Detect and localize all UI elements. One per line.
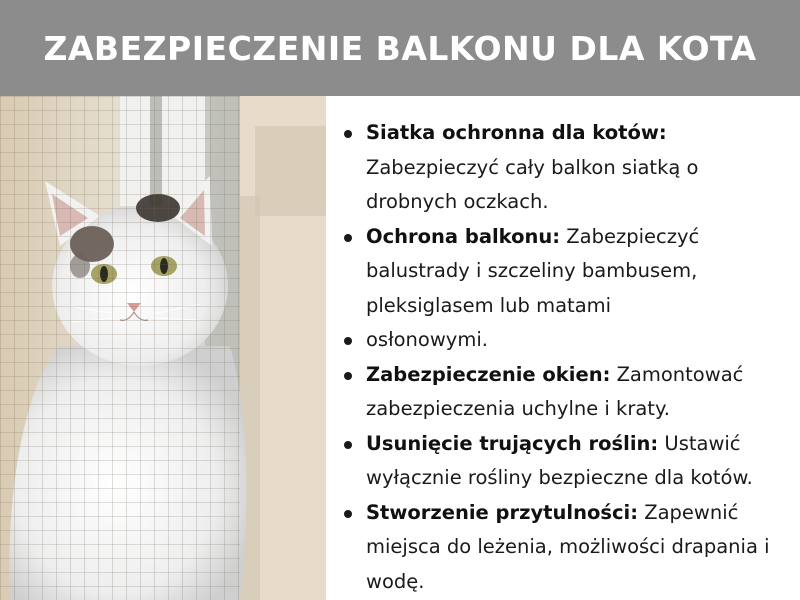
tip-heading: Zabezpieczenie okien: — [366, 362, 611, 386]
bullet-icon — [344, 337, 352, 345]
bullet-icon — [344, 441, 352, 449]
title-banner — [0, 0, 800, 96]
list-item — [366, 116, 786, 220]
tip-text: Zapewnić miejsca do leżenia, możliwości drapania i wodę. — [366, 500, 770, 593]
tips-panel — [326, 96, 800, 600]
tip-heading: Siatka ochronna dla kotów: — [366, 121, 667, 144]
tip-heading: Usunięcie trujących roślin: — [366, 431, 659, 455]
tip-heading: Stworzenie przytulności: — [366, 500, 639, 524]
tip-text: Zamontować zabezpieczenia uchylne i kraty. — [366, 362, 744, 420]
page-title: ZABEZPIECZENIE BALKONU DLA KOTA — [43, 28, 757, 68]
list-item — [366, 323, 786, 358]
tip-text: Zabezpieczyć balustrady i szczeliny bambusem, pleksiglasem lub matami — [366, 224, 700, 317]
list-item — [366, 496, 786, 600]
bullet-icon — [344, 372, 352, 380]
tips-list — [326, 96, 800, 599]
cat-photo — [0, 96, 326, 600]
list-item — [366, 220, 786, 324]
tip-text: Ustawić wyłącznie rośliny bezpieczne dla kotów. — [366, 431, 753, 489]
list-item — [366, 358, 786, 427]
tip-text: Zabezpieczyć cały balkon siatką o drobnych oczkach. — [366, 155, 699, 213]
bullet-icon — [344, 510, 352, 518]
tip-heading: Ochrona balkonu: — [366, 224, 561, 248]
list-item — [366, 427, 786, 496]
tip-text: osłonowymi. — [366, 328, 488, 351]
bullet-icon — [344, 234, 352, 242]
cat-behind-net-image — [0, 96, 326, 600]
bullet-icon — [344, 130, 352, 138]
